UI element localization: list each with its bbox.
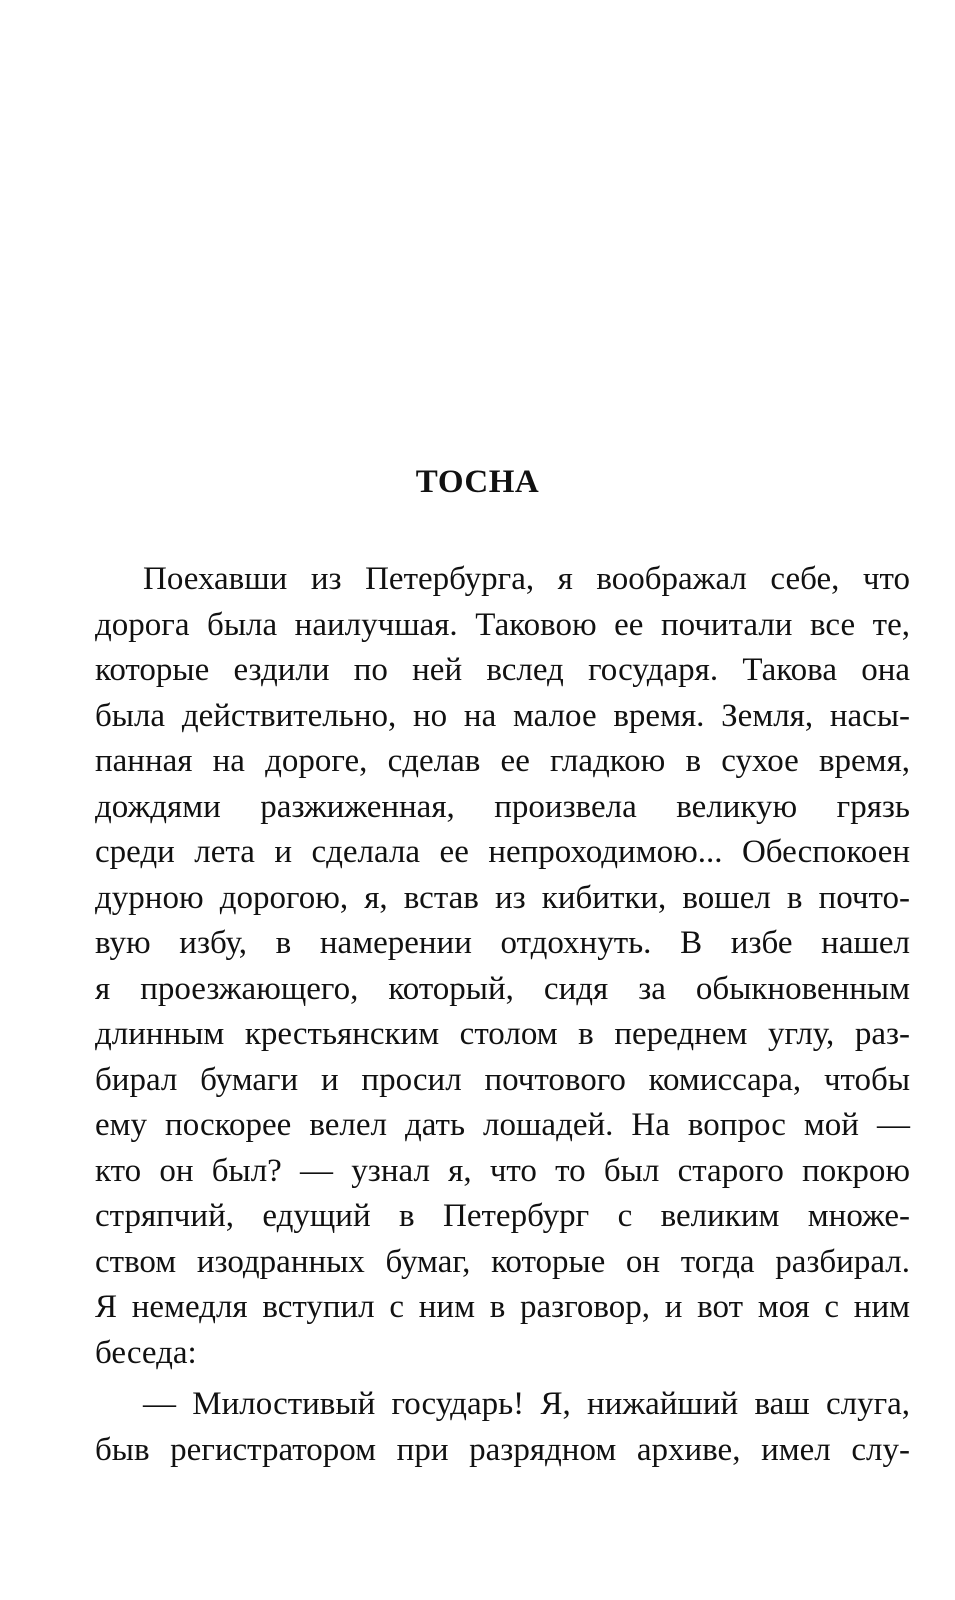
text-line: — Милостивый государь! Я, нижайший ваш слуга,: [143, 1386, 910, 1422]
text-line: ему поскорее велел дать лошадей. На вопрос мой —: [95, 1107, 910, 1143]
chapter-title: ТОСНА: [415, 464, 540, 500]
text-line: среди лета и сделала ее непроходимою... Обеспокоен: [95, 834, 910, 870]
body-text: [95, 557, 910, 1473]
text-line: дурною дорогою, я, встав из кибитки, вошел в почто-: [95, 879, 910, 916]
text-line: дождями разжиженная, произвела великую грязь: [95, 788, 910, 825]
text-line: длинным крестьянским столом в переднем углу, раз-: [95, 1016, 910, 1052]
text-line: ством изодранных бумаг, которые он тогда разбирал.: [95, 1243, 910, 1280]
text-line: Я немедля вступил с ним в разговор, и вот моя с ним: [95, 1289, 910, 1325]
text-line: которые ездили по ней вслед государя. Такова она: [95, 652, 910, 688]
text-line: панная на дороге, сделав ее гладкою в сухое время,: [95, 743, 910, 779]
text-line: была действительно, но на малое время. Земля, насы-: [95, 697, 910, 734]
text-line: быв регистратором при разрядном архиве, имел слу-: [95, 1431, 910, 1468]
text-line: стряпчий, едущий в Петербург с великим множе-: [95, 1198, 910, 1234]
text-line: Поехавши из Петербурга, я воображал себе, что: [143, 561, 910, 597]
text-line: дорога была наилучшая. Таковою ее почитали все те,: [95, 606, 910, 643]
text-line: вую избу, в намерении отдохнуть. В избе нашел: [95, 925, 910, 961]
text-line: кто он был? — узнал я, что то был старого покрою: [95, 1152, 910, 1189]
text-line: бирал бумаги и просил почтового комиссара, чтобы: [95, 1061, 910, 1098]
text-line: беседа:: [95, 1334, 197, 1371]
text-line: я проезжающего, который, сидя за обыкновенным: [95, 970, 910, 1007]
